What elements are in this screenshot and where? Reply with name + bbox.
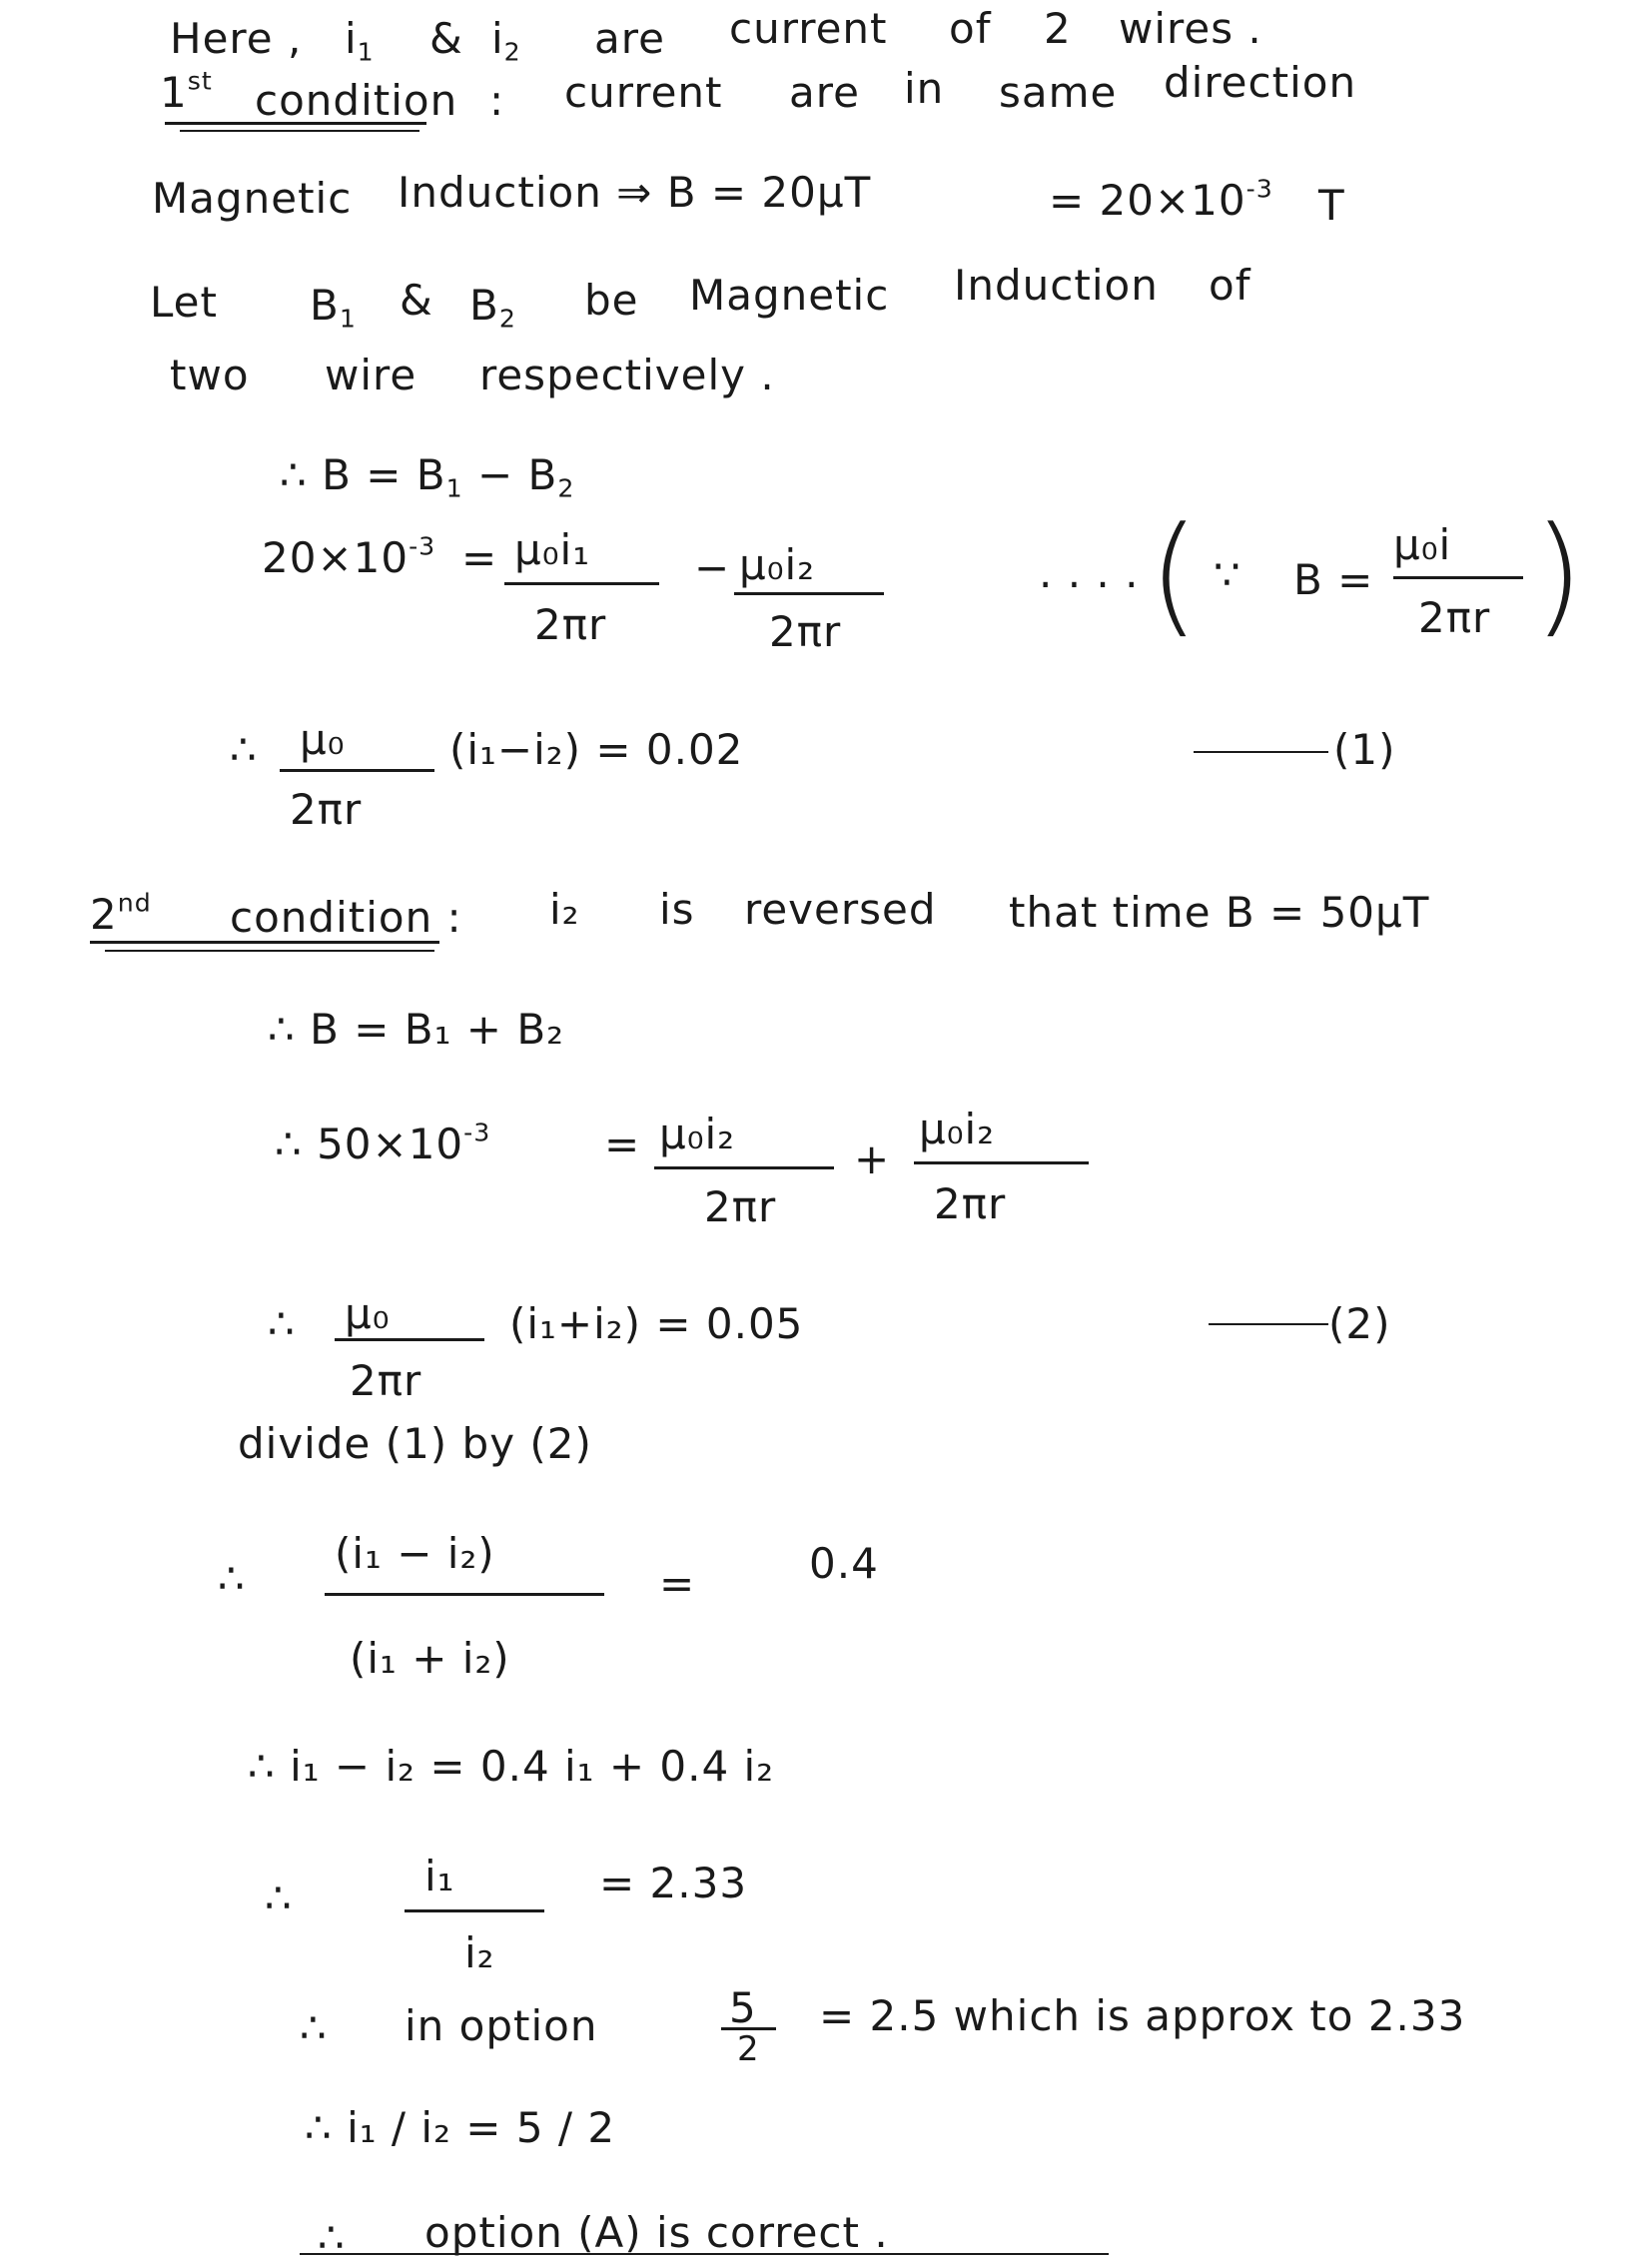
eq4-tag: (2) — [1328, 1299, 1391, 1348]
text-be: be — [584, 276, 639, 325]
eq9-ratio: ∴ i₁ / i₂ = 5 / 2 — [305, 2103, 616, 2152]
eq7-num: i₁ — [424, 1852, 455, 1900]
text-2nd: 2nd — [90, 888, 152, 939]
formula-open-paren: ( — [1149, 498, 1200, 650]
text-current: current — [729, 4, 888, 53]
text-and: & — [400, 276, 433, 325]
eq6-expansion: ∴ i₁ − i₂ = 0.4 i₁ + 0.4 i₂ — [248, 1742, 775, 1791]
formula-fraction-bar — [1393, 576, 1523, 579]
text-direction: direction — [1164, 58, 1357, 107]
eq-b-sum: ∴ B = B₁ + B₂ — [268, 1005, 564, 1054]
eq3-fraction-bar2 — [914, 1161, 1089, 1164]
text-two-wire: two — [170, 351, 250, 399]
eq1-num1: μ₀i₁ — [514, 525, 591, 574]
eq3-lhs: ∴ $50\times 10^{-3}$ — [275, 1118, 491, 1168]
eq2-therefore: ∴ — [230, 725, 258, 774]
text-b2: $B_2$ — [469, 281, 516, 334]
eq10-therefore: ∴ — [318, 2213, 346, 2262]
text-two: 2 — [1044, 4, 1072, 53]
eq5-value: 0.4 — [809, 1539, 879, 1588]
text-1st: 1st — [160, 66, 213, 117]
eq8-den: 2 — [737, 2029, 760, 2069]
eq3-plus: + — [854, 1134, 891, 1183]
eq2-den: 2πr — [290, 785, 363, 834]
underline-1st-condition — [165, 122, 426, 125]
formula-num: μ₀i — [1393, 520, 1452, 569]
eq7-den: i₂ — [464, 1928, 495, 1977]
eq3-num2: μ₀i₂ — [919, 1105, 996, 1153]
eq7-fraction-bar — [405, 1909, 544, 1912]
text-colon: : — [489, 76, 505, 125]
text-induction-2: Induction — [954, 261, 1159, 310]
eq1-lhs: $20\times 10^{-3}$ — [262, 531, 436, 582]
text-i1: $i_1$ — [345, 14, 375, 67]
eq1-minus: − — [694, 543, 731, 592]
text-in: in — [904, 64, 945, 113]
text-respectively: respectively . — [479, 351, 775, 399]
text-here: Here , — [170, 14, 303, 63]
text-is: is — [659, 885, 695, 934]
text-let: Let — [150, 278, 218, 327]
eq1-den1: 2πr — [534, 600, 607, 649]
eq8-num: 5 — [729, 1983, 757, 2032]
underline-conclusion — [300, 2253, 1109, 2255]
eq1-fraction-bar2 — [734, 592, 884, 595]
text-reversed: reversed — [744, 885, 937, 934]
eq2-num: μ₀ — [300, 715, 346, 764]
eq1-num2: μ₀i₂ — [739, 540, 816, 589]
eq5-fraction-bar — [325, 1593, 604, 1596]
underline-1st-condition-2 — [180, 130, 419, 132]
eq5-num: (i₁ − i₂) — [335, 1529, 495, 1578]
eq3-den1: 2πr — [704, 1182, 777, 1231]
text-divide: divide (1) by (2) — [238, 1419, 592, 1468]
eq1-equals: = — [461, 533, 498, 582]
eq4-tag-dash — [1209, 1323, 1328, 1325]
eq8-in-option: in option — [405, 2001, 598, 2050]
text-that-time: that time B = 50μT — [1009, 888, 1430, 937]
eq2-rest: (i₁−i₂) = 0.02 — [449, 725, 744, 774]
text-option-a-correct: option (A) is correct . — [424, 2208, 889, 2257]
eq2-fraction-bar — [280, 769, 434, 772]
eq8-rest: = 2.5 which is approx to 2.33 — [819, 1991, 1466, 2040]
text-induction-b: Induction ⇒ B = 20μT — [398, 168, 872, 217]
eq5-den: (i₁ + i₂) — [350, 1634, 510, 1683]
eq8-therefore: ∴ — [300, 2003, 328, 2052]
eq1-den2: 2πr — [769, 607, 842, 656]
eq4-rest: (i₁+i₂) = 0.05 — [509, 1299, 804, 1348]
text-i2: $i_2$ — [491, 14, 521, 67]
underline-2nd-condition — [90, 941, 439, 944]
eq-b-difference: ∴ $B = B_1 - B_2$ — [280, 450, 575, 503]
eq3-den2: 2πr — [934, 1179, 1007, 1228]
eq1-fraction-bar1 — [504, 582, 659, 585]
text-condition: condition — [255, 76, 458, 125]
text-current-2: current — [564, 68, 723, 117]
eq1-dots: · · · · — [1039, 560, 1140, 609]
text-tesla: T — [1318, 181, 1345, 230]
formula-close-paren: ) — [1533, 498, 1584, 650]
text-same: same — [999, 68, 1118, 117]
text-of-2: of — [1209, 261, 1251, 310]
eq2-tag-dash — [1194, 751, 1328, 753]
text-b1: $B_1$ — [310, 281, 357, 334]
formula-b: B = — [1293, 555, 1374, 604]
text-are-2: are — [789, 68, 860, 117]
text-amp: & — [429, 14, 463, 63]
eq4-therefore: ∴ — [268, 1299, 296, 1348]
eq4-fraction-bar — [335, 1338, 484, 1341]
text-magnetic-2: Magnetic — [689, 271, 890, 320]
formula-since: ∵ — [1214, 550, 1241, 599]
eq2-tag: (1) — [1333, 725, 1396, 774]
eq3-num1: μ₀i₂ — [659, 1110, 736, 1158]
formula-den: 2πr — [1418, 593, 1491, 642]
text-wire: wire — [325, 351, 417, 399]
text-of: of — [949, 4, 992, 53]
eq4-den: 2πr — [350, 1356, 422, 1405]
text-condition-2: condition : — [230, 893, 462, 942]
eq3-fraction-bar1 — [654, 1166, 834, 1169]
eq5-equals: = — [659, 1559, 696, 1608]
text-wires: wires . — [1119, 4, 1262, 53]
text-are: are — [594, 14, 665, 63]
eq3-equals: = — [604, 1120, 641, 1168]
underline-2nd-condition-2 — [105, 950, 434, 952]
eq4-num: μ₀ — [345, 1289, 391, 1338]
eq7-rest: = 2.33 — [599, 1859, 748, 1907]
eq5-therefore: ∴ — [218, 1554, 246, 1603]
text-induction-sci: = $20\times 10^{-3}$ — [1049, 174, 1273, 225]
eq7-therefore: ∴ — [265, 1874, 293, 1922]
text-i2-reversed: i₂ — [549, 885, 580, 934]
text-magnetic: Magnetic — [152, 174, 353, 223]
